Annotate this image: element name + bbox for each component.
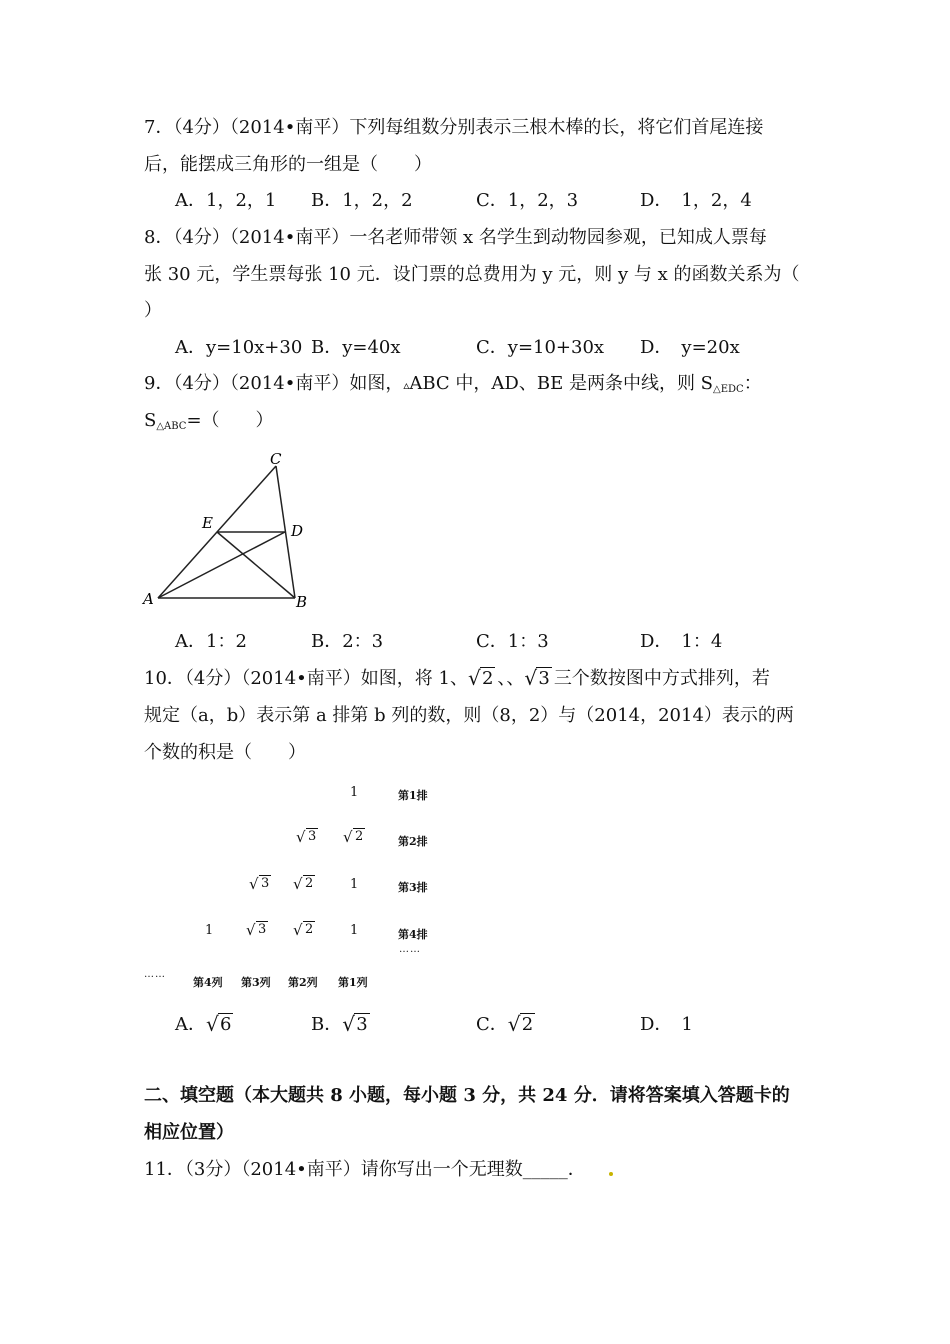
q8-line2: 张 30 元，学生票每张 10 元．设门票的总费用为 y 元，则 y 与 x 的函数关系为（: [144, 264, 800, 285]
col-label-2: 第2列: [288, 976, 318, 989]
q9-sub-abc: △ABC: [156, 421, 187, 432]
dots-left: ……: [144, 969, 166, 980]
row-label-4: 第4排: [398, 928, 428, 941]
q11-line1: 11．（3分）（2014•南平）请你写出一个无理数_____．: [144, 1159, 586, 1180]
q9-sub-edc: △EDC: [713, 384, 744, 395]
row-label-1: 第1排: [398, 789, 428, 802]
dots-right: ……: [399, 944, 421, 955]
grid-r4-c3: √ 3: [246, 922, 270, 937]
col-label-1: 第1列: [338, 976, 368, 989]
label-b: B: [296, 593, 308, 611]
q7-line1: 7．（4分）（2014•南平）下列每组数分别表示三根木棒的长，将它们首尾连接: [144, 117, 764, 138]
q9-option-d: D． 1：4: [640, 631, 723, 652]
col-label-3: 第3列: [241, 976, 271, 989]
label-c: C: [270, 450, 282, 468]
q7-option-d: D． 1，2，4: [640, 190, 752, 211]
q10-line1-b: 三个数按图中方式排列，若: [553, 668, 770, 689]
col-label-4: 第4列: [193, 976, 223, 989]
q9-option-c: C．1：3: [476, 631, 549, 652]
q8-line1: 8．（4分）（2014•南平）一名老师带领 x 名学生到动物园参观，已知成人票每: [144, 227, 767, 248]
label-a: A: [143, 590, 154, 608]
q9-line2-rest: =（ ）: [186, 410, 274, 431]
q10-option-c: C．√ 2: [476, 1013, 537, 1037]
median-be: [217, 532, 295, 598]
row-label-2: 第2排: [398, 835, 428, 848]
q8-option-d: D． y=20x: [640, 337, 740, 358]
q9-line1-main: 9．（4分）（2014•南平）如图，: [144, 373, 404, 394]
row-label-3: 第3排: [398, 881, 428, 894]
q9-option-b: B．2：3: [311, 631, 384, 652]
q10-option-a: A．√ 6: [175, 1013, 235, 1037]
grid-r3-c3: √ 3: [249, 876, 273, 891]
grid-r4-c2: √ 2: [293, 922, 317, 937]
q9-line1-rest: ABC 中，AD、BE 是两条中线，则 S: [409, 373, 714, 394]
median-ad: [158, 532, 285, 598]
q10-line1: [144, 667, 770, 691]
grid-r2-c1: √ 2: [343, 829, 367, 844]
q7-line2: 后，能摆成三角形的一组是（ ）: [144, 154, 432, 175]
grid-r4-c4: 1: [205, 923, 214, 938]
sqrt-2: √ 2: [470, 667, 495, 691]
triangle-figure: [138, 448, 318, 612]
q7-option-c: C．1，2，3: [476, 190, 579, 211]
section2-heading-line1: 二、填空题（本大题共 8 小题，每小题 3 分，共 24 分．请将答案填入答题卡的: [144, 1085, 790, 1106]
q8-line3: ）: [144, 300, 162, 321]
q10-sep: 、、: [497, 668, 525, 689]
q9-line1: [144, 372, 762, 402]
grid-r4-c1: 1: [350, 923, 359, 938]
triangle-symbol: ▵: [403, 378, 410, 392]
grid-r2-c2: √ 3: [296, 829, 320, 844]
q8-option-b: B．y=40x: [311, 337, 401, 358]
q8-option-a: A．y=10x+30: [175, 337, 303, 358]
q10-line2: 规定（a，b）表示第 a 排第 b 列的数，则（8，2）与（2014，2014）表示的两: [144, 705, 794, 726]
label-d: D: [291, 522, 304, 540]
q9-line2: [144, 409, 274, 439]
section2-heading-line2: 相应位置）: [144, 1122, 234, 1143]
q8-option-c: C．y=10+30x: [476, 337, 605, 358]
q9-colon: ：: [743, 373, 762, 394]
q10-line3: 个数的积是（ ）: [144, 742, 306, 763]
q9-line2-s: S: [144, 410, 157, 431]
q10-option-b: B．√ 3: [311, 1013, 372, 1037]
grid-r3-c1: 1: [350, 877, 359, 892]
q10-option-d: D． 1: [640, 1014, 693, 1035]
grid-r3-c2: √ 2: [293, 876, 317, 891]
q9-option-a: A．1：2: [175, 631, 247, 652]
q7-option-b: B．1，2，2: [311, 190, 413, 211]
label-e: E: [202, 514, 213, 532]
q7-option-a: A．1，2，1: [175, 190, 277, 211]
q10-line1-a: 10．（4分）（2014•南平）如图，将 1、: [144, 668, 468, 689]
stray-dot: [609, 1172, 613, 1176]
grid-r1-c1: 1: [350, 785, 359, 800]
sqrt-3: √ 3: [526, 667, 551, 691]
